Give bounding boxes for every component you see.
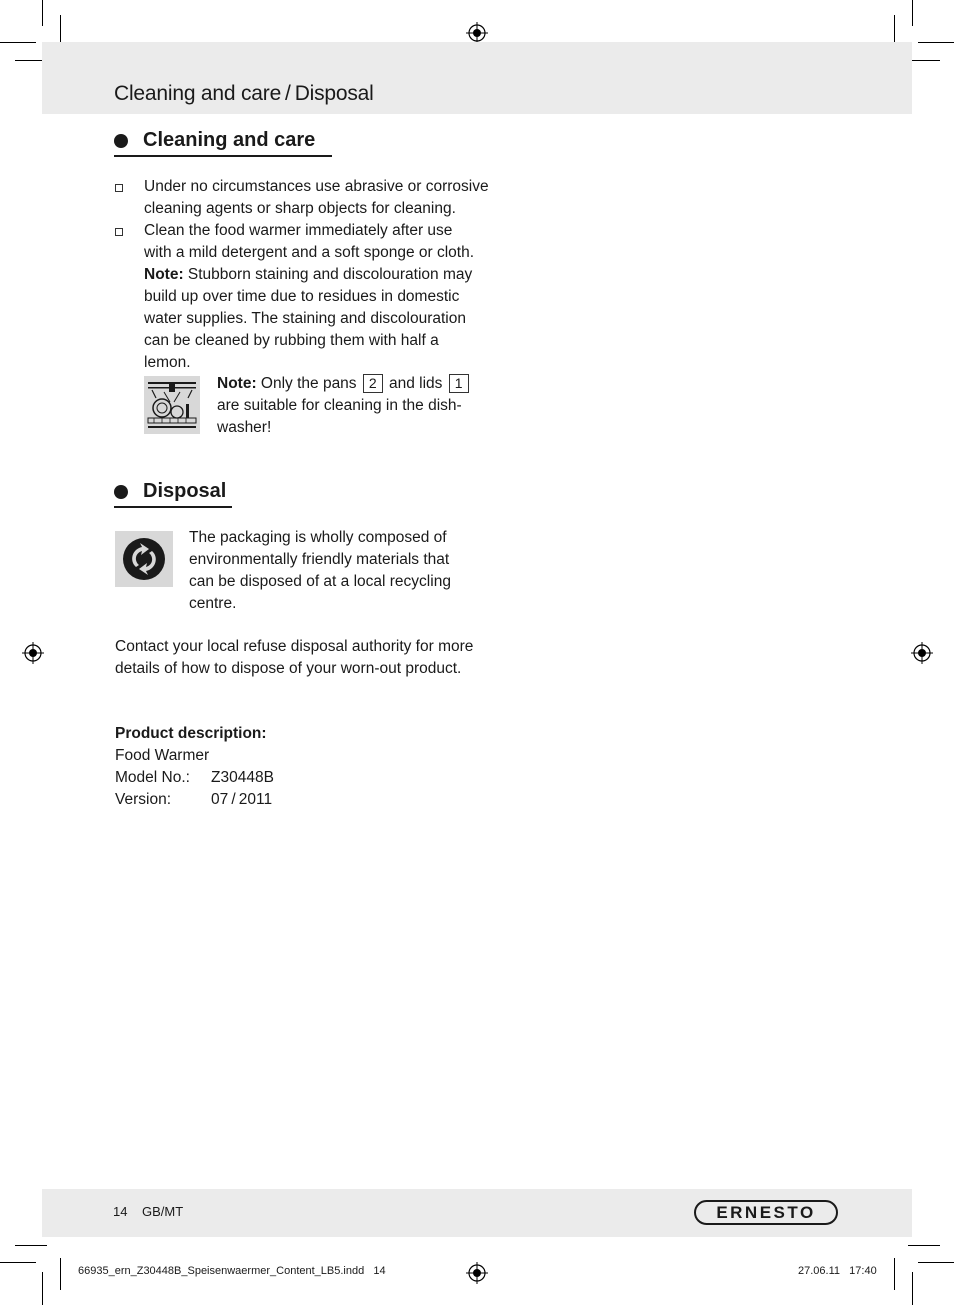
slug-date: 27.06.11 17:40: [798, 1265, 877, 1277]
cleaning-item-1: Under no circumstances use abrasive or corrosive cleaning agents or sharp objects for cleaning.: [144, 178, 489, 217]
cleaning-heading-underline: [114, 155, 332, 157]
registration-mark-icon: [466, 22, 488, 44]
cleaning-heading-text: Cleaning and care: [143, 129, 316, 151]
registration-mark-icon: [22, 642, 44, 664]
page-number: 14: [113, 1204, 128, 1219]
crop-mark: [60, 1258, 61, 1290]
ernesto-logo: ERNESTO: [694, 1200, 838, 1225]
crop-mark: [42, 1272, 43, 1305]
cleaning-heading: [114, 129, 315, 152]
list-square: [115, 184, 123, 192]
contact-text: Contact your local refuse disposal authority for more details of how to dispose of your worn-out product.: [115, 638, 474, 677]
crop-mark: [912, 1272, 913, 1305]
registration-mark-icon: [911, 642, 933, 664]
recycling-icon: [115, 531, 173, 587]
crop-mark: [15, 1245, 47, 1246]
slug-filename: 66935_ern_Z30448B_Speisenwaermer_Content_LB5.indd 14: [78, 1265, 386, 1277]
dishwasher-note: Note: Only the pans 2 and lids 1 are suitable for cleaning in the dish- washer!: [217, 373, 471, 439]
crop-mark: [918, 1262, 954, 1263]
crop-mark: [918, 42, 954, 43]
crop-mark: [0, 1262, 36, 1263]
packaging-text: The packaging is wholly composed of environmentally friendly materials that can be disposed of at a local recycling centre.: [189, 529, 451, 612]
disposal-heading-underline: [114, 506, 232, 508]
lids-number-badge: 1: [449, 374, 469, 393]
list-square: [115, 228, 123, 236]
dishwasher-icon: [144, 376, 200, 434]
product-description: Product description: Food Warmer Model No.: Z30448B Version: 07 / 2011: [115, 725, 274, 808]
crop-mark: [908, 1245, 940, 1246]
product-heading: Product description:: [115, 725, 267, 742]
crop-mark: [42, 0, 43, 26]
product-name: Food Warmer: [115, 747, 210, 764]
crop-mark: [894, 1258, 895, 1290]
cleaning-item-2: Clean the food warmer immediately after use with a mild detergent and a soft sponge or cloth. Note: Stubborn staining and discolouration may build up over time due to residues in domestic water supplies. The staining and discolouration can be cleaned by rubbing them with half a lemon.: [144, 222, 475, 371]
language-code: GB/MT: [142, 1204, 184, 1219]
registration-mark-icon: [466, 1262, 488, 1284]
bullet-dot: [114, 134, 128, 148]
disposal-heading: [114, 480, 226, 503]
page-title: Cleaning and care / Disposal: [114, 82, 374, 105]
crop-mark: [908, 60, 940, 61]
bullet-dot: [114, 485, 128, 499]
crop-mark: [0, 42, 36, 43]
disposal-heading-text: Disposal: [143, 480, 227, 502]
pans-number-badge: 2: [363, 374, 383, 393]
crop-mark: [912, 0, 913, 26]
